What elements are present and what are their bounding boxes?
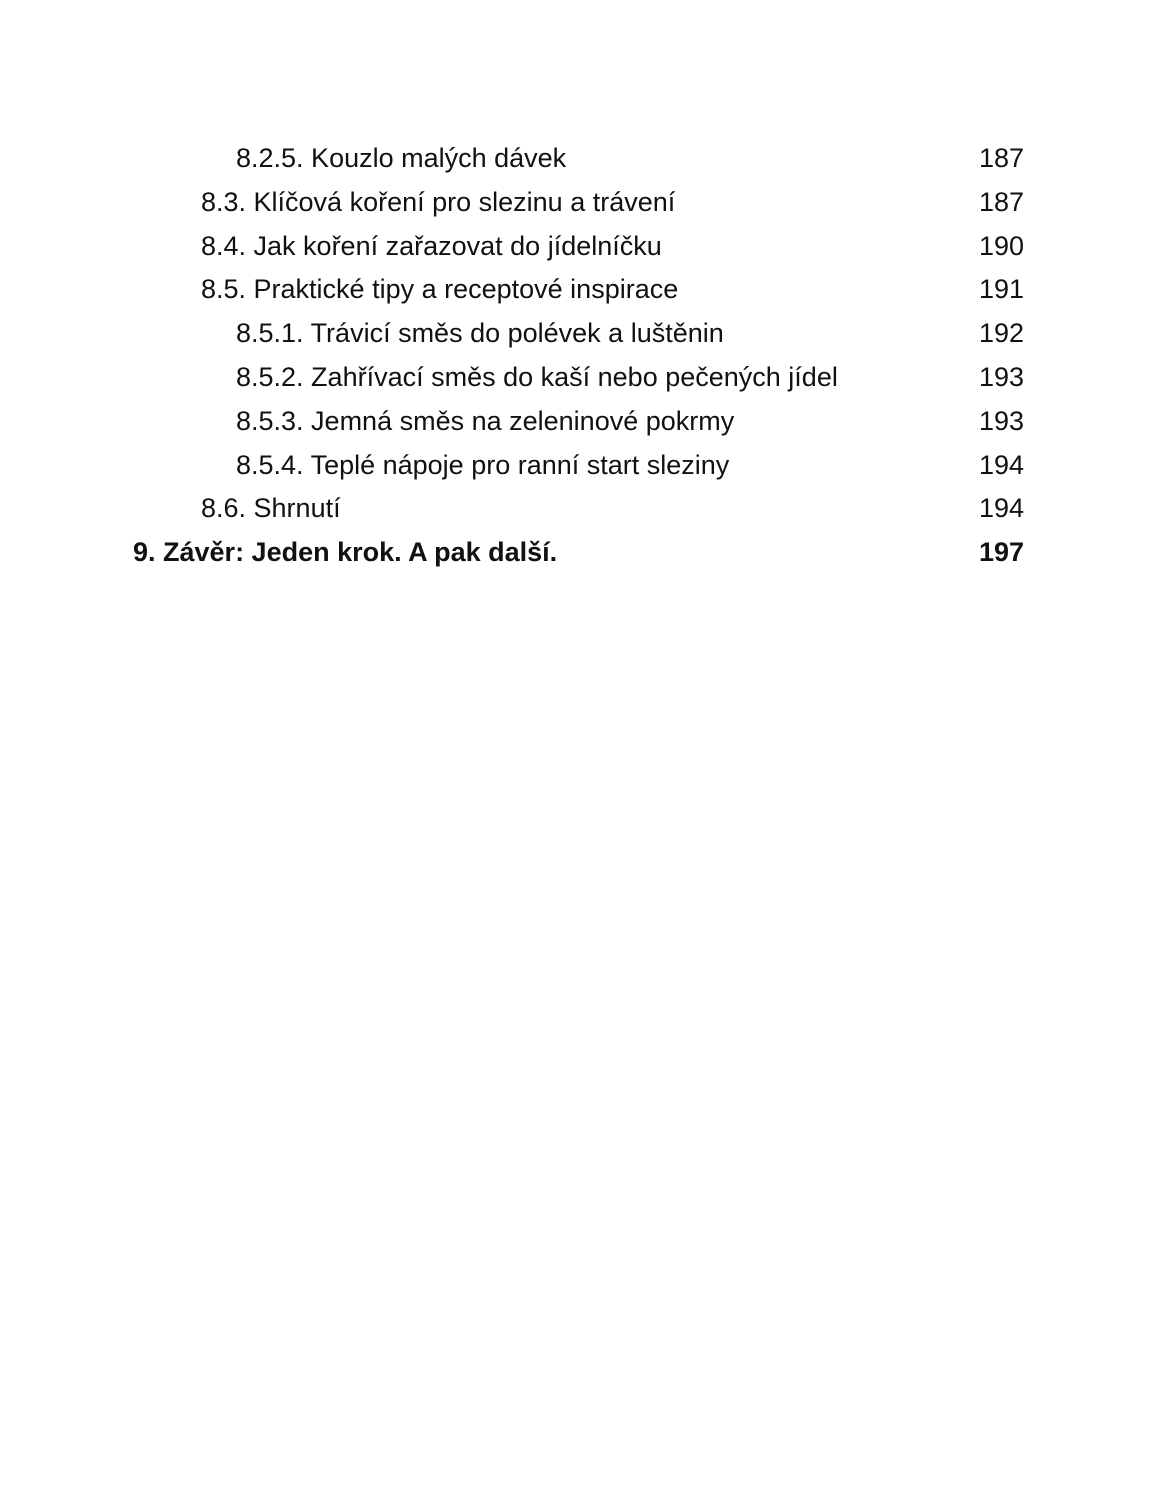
toc-entry-label: 8.3. Klíčová koření pro slezinu a trávení [201,186,676,217]
toc-entry-page-number: 194 [978,493,1024,524]
toc-entry-8-5-4 [0,444,1159,488]
table-of-contents [0,137,1159,575]
toc-entry-label: 8.5.3. Jemná směs na zeleninové pokrmy [236,405,735,436]
toc-entry-label: 8.5.4. Teplé nápoje pro ranní start sleziny [236,449,730,480]
toc-entry-label: 8.2.5. Kouzlo malých dávek [236,143,567,173]
toc-entry-8-2-5 [0,137,1159,181]
toc-entry-page-number: 187 [978,186,1024,217]
toc-entry-page-number: 197 [978,537,1024,568]
toc-entry-chapter-9 [0,531,1159,575]
toc-entry-page-number: 193 [978,405,1024,436]
toc-entry-page-number: 187 [978,143,1024,173]
toc-entry-page-number: 193 [978,361,1024,392]
toc-entry-label: 8.5.2. Zahřívací směs do kaší nebo pečených jídel [236,361,838,392]
toc-entry-8-5-3 [0,400,1159,444]
toc-entry-label: 8.5. Praktické tipy a receptové inspirace [201,274,679,305]
toc-entry-8-3 [0,181,1159,225]
toc-entry-8-4 [0,225,1159,269]
toc-entry-label: 8.5.1. Trávicí směs do polévek a luštěnin [236,318,724,349]
toc-entry-label: 9. Závěr: Jeden krok. A pak další. [133,537,558,568]
toc-entry-8-5-2 [0,356,1159,400]
toc-entry-8-5-1 [0,312,1159,356]
toc-entry-page-number: 191 [978,274,1024,305]
toc-entry-8-5 [0,268,1159,312]
toc-entry-page-number: 190 [978,230,1024,261]
toc-entry-page-number: 194 [978,449,1024,480]
toc-entry-page-number: 192 [978,318,1024,349]
toc-entry-8-6 [0,487,1159,531]
toc-entry-label: 8.6. Shrnutí [201,493,341,524]
toc-entry-label: 8.4. Jak koření zařazovat do jídelníčku [201,230,662,261]
